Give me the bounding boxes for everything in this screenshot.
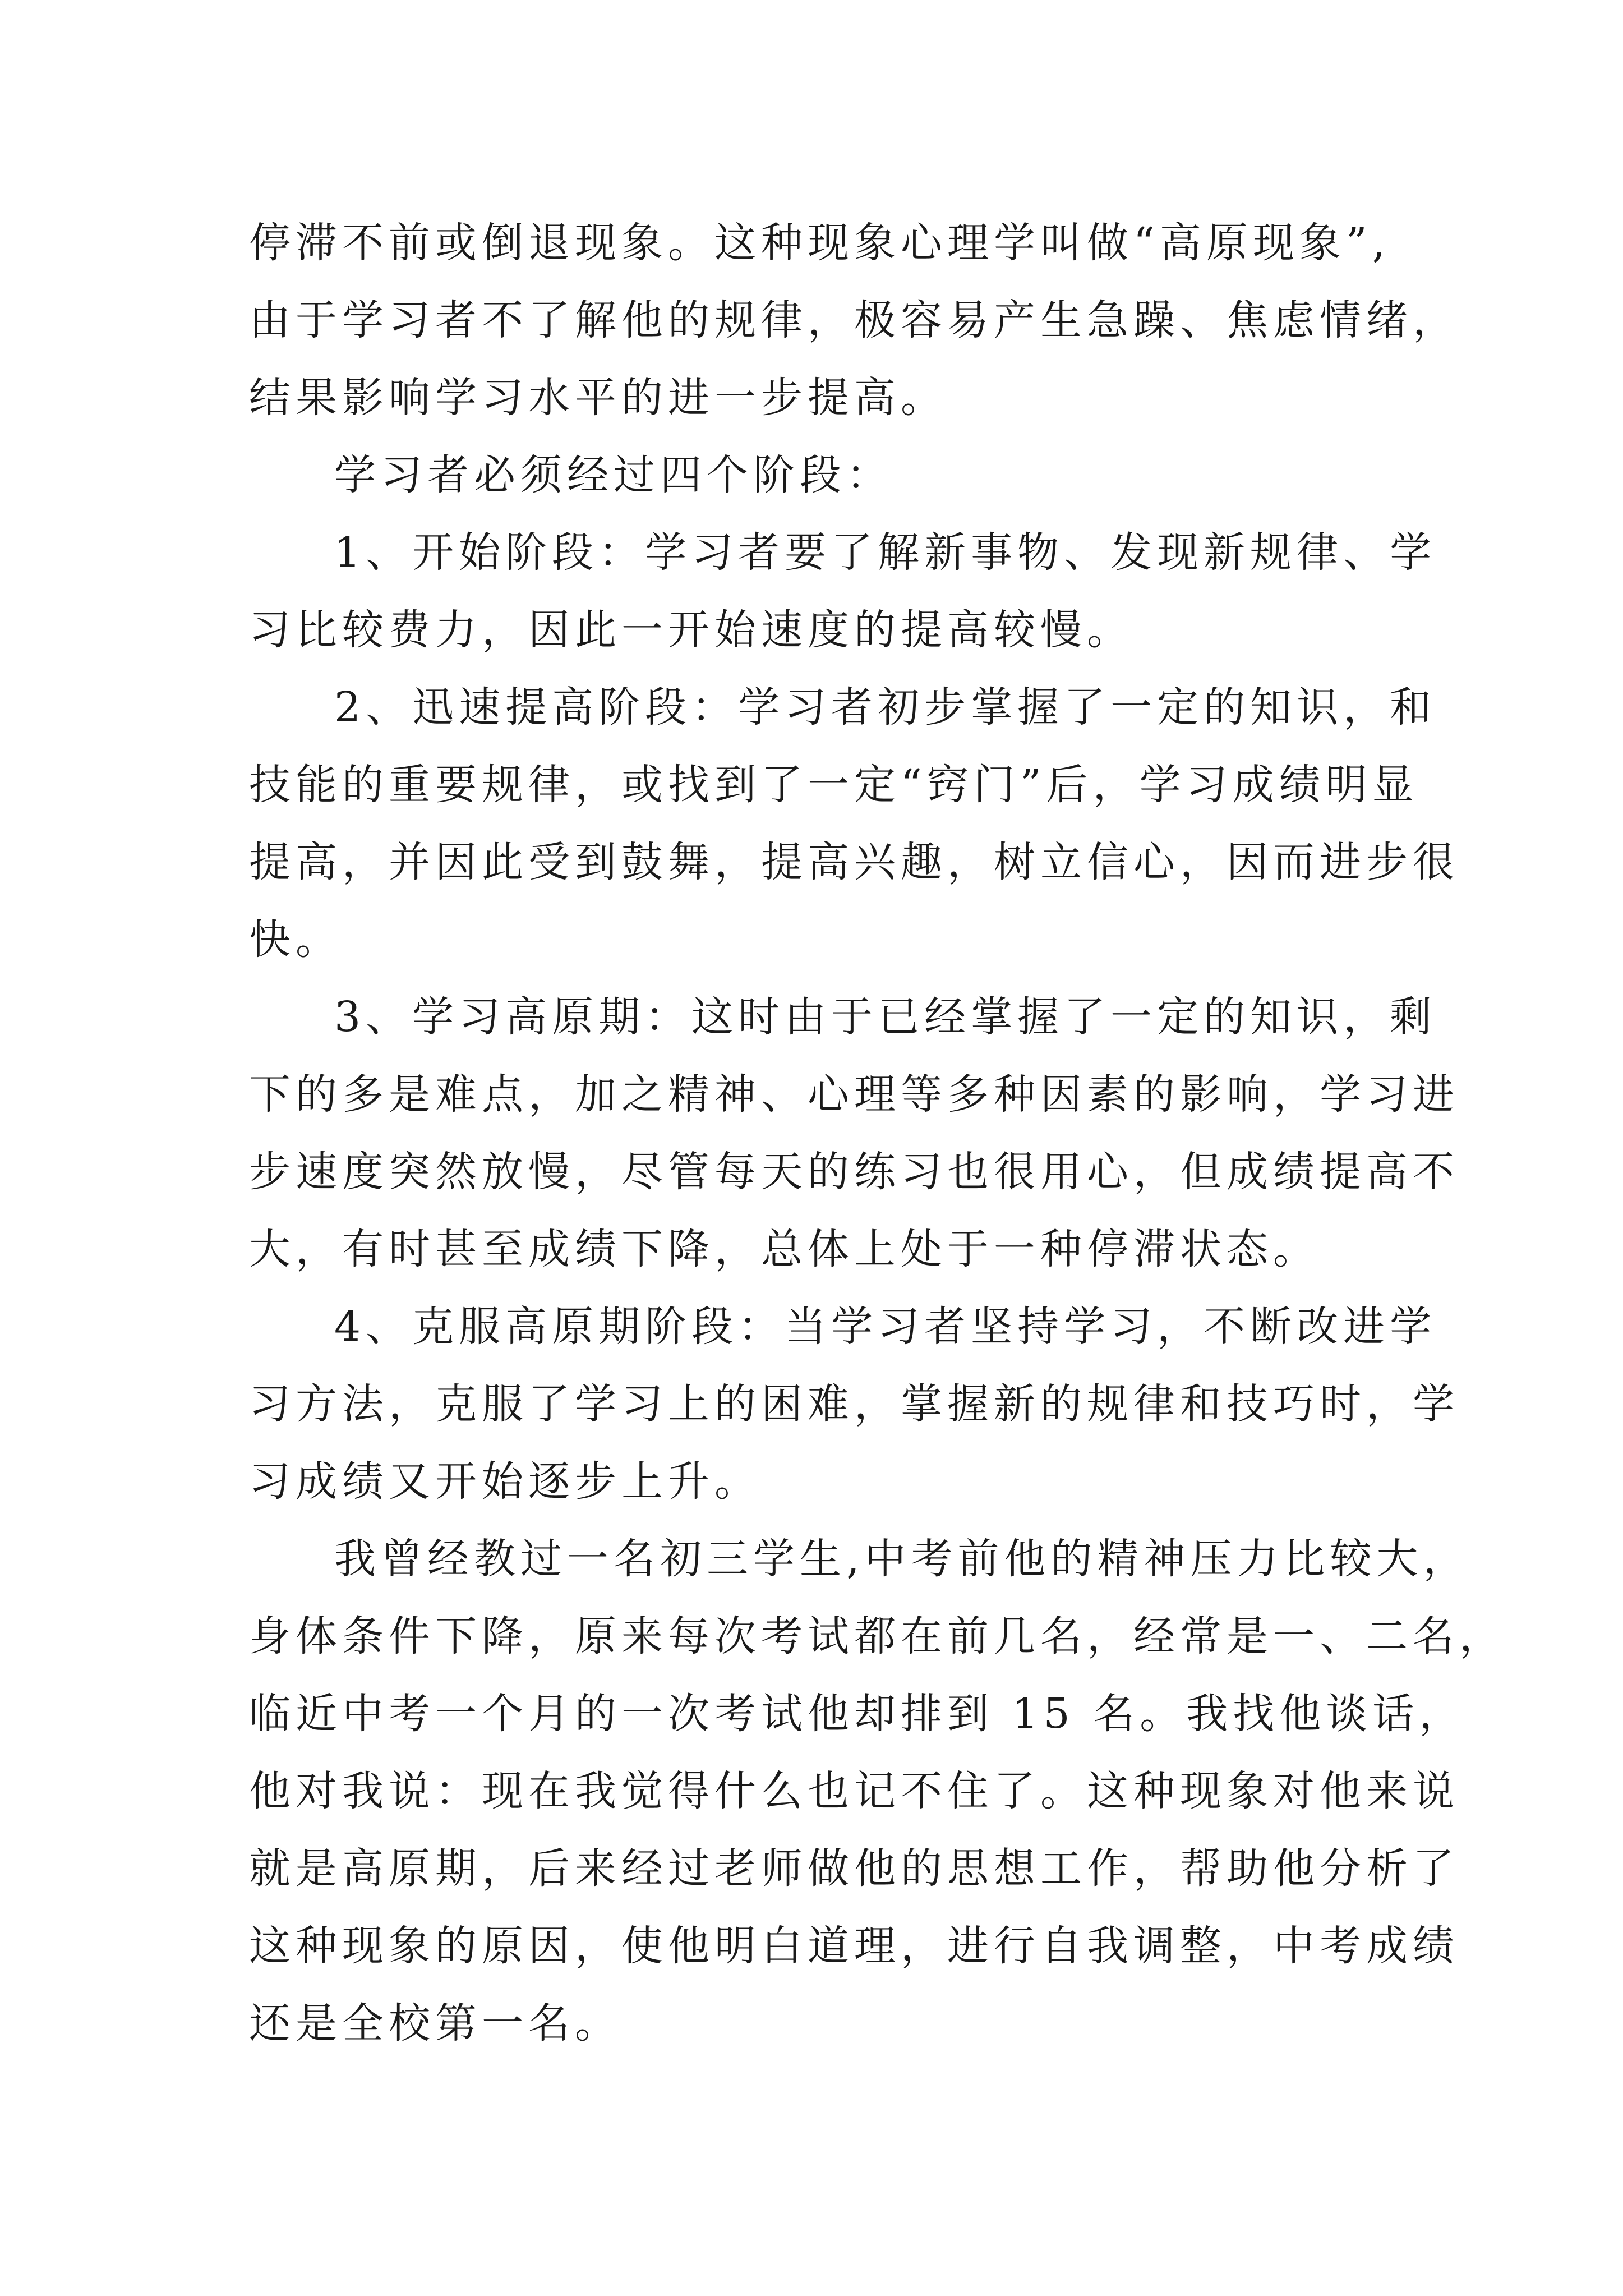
text-line: 临近中考一个月的一次考试他却排到 15 名。我找他谈话，	[249, 1690, 1466, 1738]
text-line: 由于学习者不了解他的规律，极容易产生急躁、焦虑情绪，	[249, 296, 1459, 344]
paragraph-first-line: 我曾经教过一名初三学生,中考前他的精神压力比较大，	[334, 1535, 1470, 1583]
paragraph-first-line: 2、迅速提高阶段：学习者初步掌握了一定的知识，和	[334, 683, 1437, 731]
paragraph-first-line: 4、克服高原期阶段：当学习者坚持学习，不断改进学	[334, 1303, 1437, 1351]
text-line: 大，有时甚至成绩下降，总体上处于一种停滞状态。	[249, 1225, 1320, 1273]
text-line: 他对我说：现在我觉得什么也记不住了。这种现象对他来说	[249, 1767, 1459, 1815]
paragraph-first-line: 3、学习高原期：这时由于已经掌握了一定的知识，剩	[334, 993, 1437, 1041]
text-line: 这种现象的原因，使他明白道理，进行自我调整，中考成绩	[249, 1922, 1459, 1970]
text-line: 下的多是难点，加之精神、心理等多种因素的影响，学习进	[249, 1070, 1459, 1119]
text-line: 习方法，克服了学习上的困难，掌握新的规律和技巧时，学	[249, 1380, 1459, 1428]
text-line: 步速度突然放慢，尽管每天的练习也很用心，但成绩提高不	[249, 1148, 1459, 1196]
paragraph-first-line: 1、开始阶段：学习者要了解新事物、发现新规律、学	[334, 528, 1437, 577]
paragraph-first-line: 学习者必须经过四个阶段：	[334, 451, 893, 499]
text-line: 停滞不前或倒退现象。这种现象心理学叫做“高原现象”,	[249, 219, 1391, 267]
text-line: 就是高原期，后来经过老师做他的思想工作，帮助他分析了	[249, 1844, 1459, 1893]
text-line: 习成绩又开始逐步上升。	[249, 1457, 761, 1506]
text-line: 身体条件下降，原来每次考试都在前几名，经常是一、二名，	[249, 1612, 1506, 1660]
text-line: 提高，并因此受到鼓舞，提高兴趣，树立信心，因而进步很	[249, 838, 1459, 886]
text-line: 技能的重要规律，或找到了一定“窍门”后，学习成绩明显	[249, 761, 1419, 809]
text-line: 快。	[249, 915, 342, 964]
text-line: 还是全校第一名。	[249, 1999, 621, 2047]
text-line: 结果影响学习水平的进一步提高。	[249, 374, 947, 422]
text-line: 习比较费力，因此一开始速度的提高较慢。	[249, 606, 1133, 654]
